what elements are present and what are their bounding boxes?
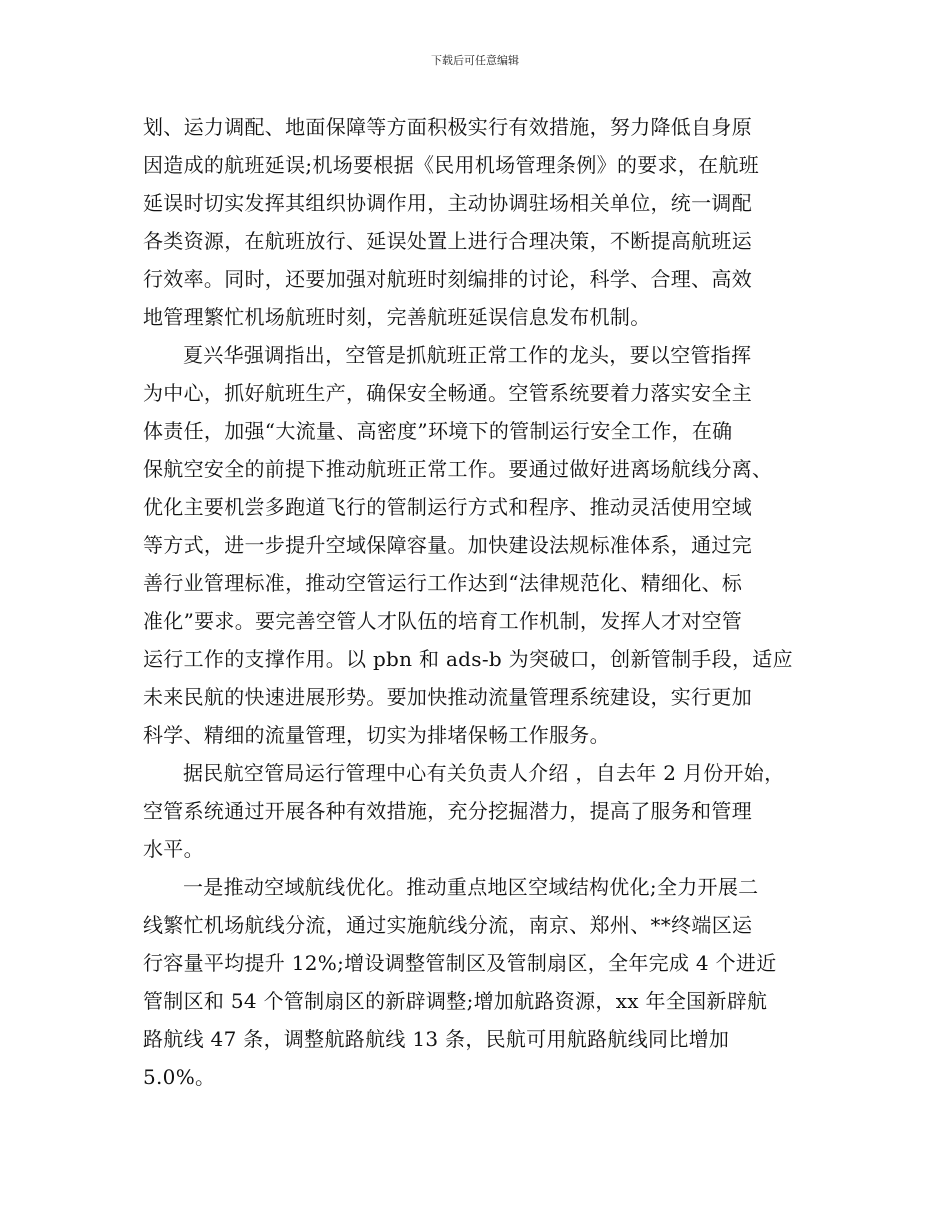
text-line: 线繁忙机场航线分流，通过实施航线分流，南京、郑州、**终端区运 [143, 913, 753, 937]
paragraph-first-line: 据民航空管局运行管理中心有关负责人介绍 ，自去年 2 月份开始， [183, 761, 785, 785]
text-line: 善行业管理标准，推动空管运行工作达到“法律规范化、精细化、标 [143, 571, 743, 595]
page-header: 下载后可任意编辑 [431, 54, 519, 67]
paragraph-first-line: 一是推动空域航线优化。推动重点地区空域结构优化;全力开展二 [183, 875, 759, 899]
text-line: 运行工作的支撑作用。以 pbn 和 ads-b 为突破口，创新管制手段，适应 [143, 647, 793, 671]
text-line: 地管理繁忙机场航班时刻，完善航班延误信息发布机制。 [143, 305, 651, 329]
text-line: 行容量平均提升 12%;增设调整管制区及管制扇区，全年完成 4 个进近 [143, 951, 777, 975]
text-line: 保航空安全的前提下推动航班正常工作。要通过做好进离场航线分离、 [143, 457, 773, 481]
text-line: 水平。 [143, 837, 204, 861]
text-line: 路航线 47 条，调整航路航线 13 条，民航可用航路航线同比增加 [143, 1027, 730, 1051]
text-line: 各类资源，在航班放行、延误处置上进行合理决策，不断提高航班运 [143, 229, 752, 253]
text-line: 优化主要机尝多跑道飞行的管制运行方式和程序、推动灵活使用空域 [143, 495, 752, 519]
paragraph-first-line: 夏兴华强调指出，空管是抓航班正常工作的龙头，要以空管指挥 [183, 343, 752, 367]
document-body [143, 108, 823, 1096]
text-line: 行效率。同时，还要加强对航班时刻编排的讨论，科学、合理、高效 [143, 267, 752, 291]
text-line: 因造成的航班延误;机场要根据《民用机场管理条例》的要求，在航班 [143, 153, 760, 177]
text-line: 准化”要求。要完善空管人才队伍的培育工作机制，发挥人才对空管 [143, 609, 743, 633]
text-line: 等方式，进一步提升空域保障容量。加快建设法规标准体系，通过完 [143, 533, 752, 557]
text-line: 空管系统通过开展各种有效措施，充分挖掘潜力，提高了服务和管理 [143, 799, 752, 823]
text-line: 5.0%。 [143, 1065, 216, 1089]
text-line: 体责任，加强“大流量、高密度”环境下的管制运行安全工作，在确 [143, 419, 733, 443]
text-line: 未来民航的快速进展形势。要加快推动流量管理系统建设，实行更加 [143, 685, 752, 709]
text-line: 延误时切实发挥其组织协调作用，主动协调驻场相关单位，统一调配 [143, 191, 752, 215]
text-line: 管制区和 54 个管制扇区的新辟调整;增加航路资源，xx 年全国新辟航 [143, 989, 768, 1013]
text-line: 科学、精细的流量管理，切实为排堵保畅工作服务。 [143, 723, 610, 747]
text-line: 划、运力调配、地面保障等方面积极实行有效措施，努力降低自身原 [143, 115, 752, 139]
text-line: 为中心，抓好航班生产，确保安全畅通。空管系统要着力落实安全主 [143, 381, 752, 405]
